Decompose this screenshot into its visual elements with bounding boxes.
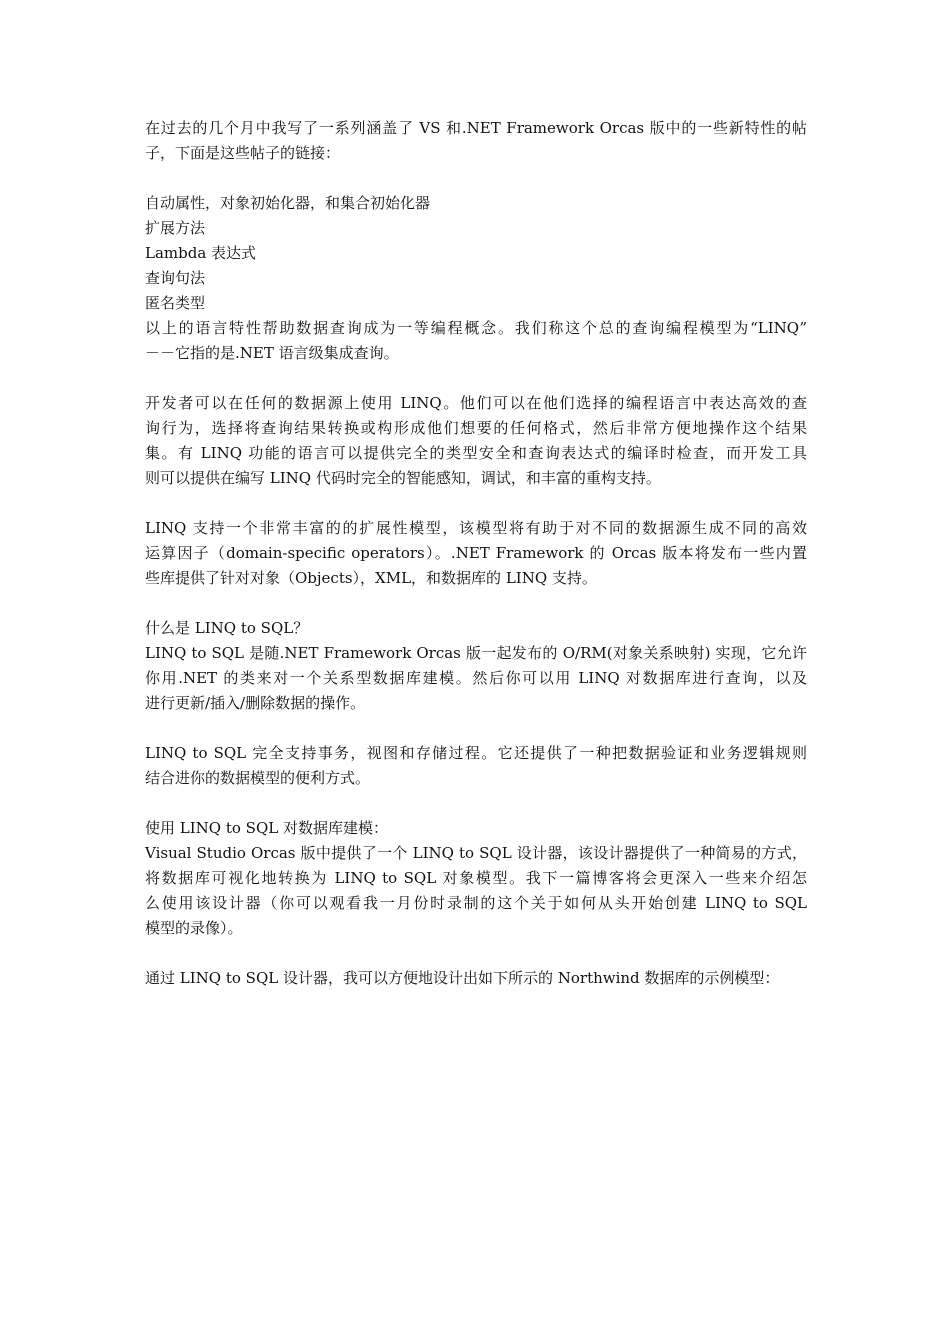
- paragraph-linq-usage: [145, 391, 807, 491]
- text-line: 进行更新/插入/删除数据的操作。: [145, 694, 366, 712]
- document-body: [145, 116, 807, 991]
- text-line: 开发者可以在任何的数据源上使用 LINQ。他们可以在他们选择的编程语言中表达高效的查: [145, 394, 807, 412]
- text-line: 些库提供了针对对象（Objects），XML，和数据库的 LINQ 支持。: [145, 569, 597, 587]
- text-line: 以上的语言特性帮助数据查询成为一等编程概念。我们称这个总的查询编程模型为“LINQ”: [145, 319, 807, 337]
- section-heading: 什么是 LINQ to SQL？: [145, 619, 309, 637]
- text-line: 模型的录像）。: [145, 919, 243, 937]
- post-link-lambda-expressions: Lambda 表达式: [145, 244, 257, 262]
- post-link-extension-methods: 扩展方法: [145, 219, 206, 237]
- paragraph-extensibility: [145, 516, 807, 591]
- paragraph-what-is-linq-to-sql: [145, 616, 807, 716]
- paragraph-intro: [145, 116, 807, 166]
- text-line: 你用.NET 的类来对一个关系型数据库建模。然后你可以用 LINQ 对数据库进行查询，以及: [145, 669, 807, 687]
- paragraph-post-list: [145, 191, 807, 366]
- section-heading: 使用 LINQ to SQL 对数据库建模：: [145, 819, 388, 837]
- text-line: 将数据库可视化地转换为 LINQ to SQL 对象模型。我下一篇博客将会更深入一些来介绍怎: [145, 869, 807, 887]
- text-line: 集。有 LINQ 功能的语言可以提供完全的类型安全和查询表达式的编译时检查，而开发工具: [145, 444, 807, 462]
- text-line: 询行为，选择将查询结果转换或构形成他们想要的任何格式，然后非常方便地操作这个结果: [145, 419, 807, 437]
- text-line: 运算因子（domain-specific operators）。.NET Framework 的 Orcas 版本将发布一些内置: [145, 544, 807, 562]
- paragraph-transactions: [145, 741, 807, 791]
- text-line: 子，下面是这些帖子的链接：: [145, 144, 341, 162]
- text-line: 么使用该设计器（你可以观看我一月份时录制的这个关于如何从头开始创建 LINQ to SQL: [145, 894, 807, 912]
- text-line: Visual Studio Orcas 版中提供了一个 LINQ to SQL 设计器，该设计器提供了一种简易的方式，: [145, 844, 807, 862]
- post-link-automatic-properties: 自动属性，对象初始化器，和集合初始化器: [145, 194, 431, 212]
- text-line: －－它指的是.NET 语言级集成查询。: [145, 344, 399, 362]
- text-line: LINQ to SQL 是随.NET Framework Orcas 版一起发布的 O/RM(对象关系映射) 实现，它允许: [145, 644, 807, 662]
- paragraph-modeling: [145, 816, 807, 941]
- text-line: LINQ to SQL 完全支持事务，视图和存储过程。它还提供了一种把数据验证和业务逻辑规则: [145, 744, 807, 762]
- text-line: 通过 LINQ to SQL 设计器，我可以方便地设计出如下所示的 Northwind 数据库的示例模型：: [145, 969, 780, 987]
- post-link-anonymous-types: 匿名类型: [145, 294, 206, 312]
- paragraph-designer-intro: [145, 966, 807, 991]
- text-line: 结合进你的数据模型的便利方式。: [145, 769, 371, 787]
- text-line: LINQ 支持一个非常丰富的的扩展性模型，该模型将有助于对不同的数据源生成不同的高效: [145, 519, 807, 537]
- post-link-query-syntax: 查询句法: [145, 269, 206, 287]
- text-line: 则可以提供在编写 LINQ 代码时完全的智能感知，调试，和丰富的重构支持。: [145, 469, 661, 487]
- text-line: 在过去的几个月中我写了一系列涵盖了 VS 和.NET Framework Orcas 版中的一些新特性的帖: [145, 119, 807, 137]
